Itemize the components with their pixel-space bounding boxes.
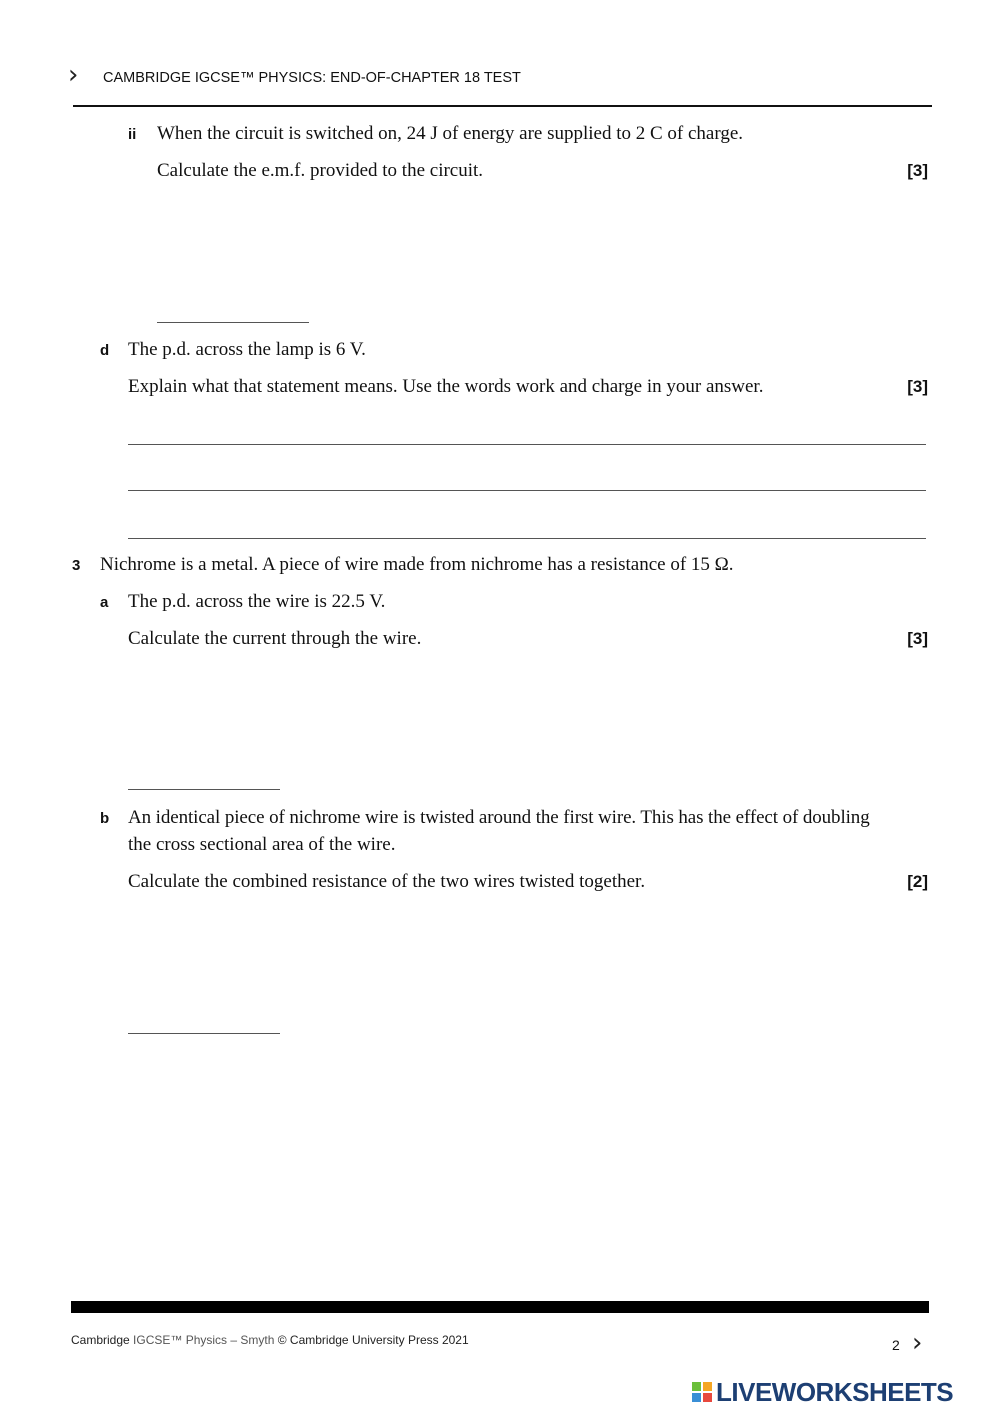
q3a-text: The p.d. across the wire is 22.5 V.	[128, 591, 386, 612]
footer-publisher-c: © Cambridge University Press 2021	[277, 1333, 469, 1347]
footer-publisher-b: IGCSE™ Physics – Smyth	[133, 1333, 278, 1347]
q3-stem: Nichrome is a metal. A piece of wire made from nichrome has a resistance of 15 Ω.	[100, 554, 734, 575]
footer-publisher-a: Cambridge	[71, 1333, 134, 1347]
q3a-label: a	[100, 594, 109, 611]
q2d-instruction: Explain what that statement means. Use the words work and charge in your answer.	[128, 376, 764, 397]
q3b-marks: [2]	[907, 872, 928, 891]
page-number: 2	[892, 1337, 900, 1353]
q2d-label: d	[100, 342, 110, 359]
q3b-answer-line[interactable]	[128, 1033, 280, 1034]
q2c-ii-answer-line[interactable]	[157, 322, 309, 323]
footer-bar	[71, 1301, 929, 1313]
q3-number: 3	[72, 557, 81, 574]
q3a-instruction: Calculate the current through the wire.	[128, 628, 422, 649]
q3a-marks: [3]	[907, 629, 928, 648]
q3b-text-line1: An identical piece of nichrome wire is twisted around the first wire. This has the effect of doubling	[128, 807, 870, 828]
header-title: CAMBRIDGE IGCSE™ PHYSICS: END-OF-CHAPTER 18 TEST	[103, 70, 521, 86]
liveworksheets-brand: LIVEWORKSHEETS	[716, 1377, 954, 1407]
q2d-answer-line-1[interactable]	[128, 444, 926, 445]
header-chevron-icon: ›	[68, 60, 79, 90]
q2d-text: The p.d. across the lamp is 6 V.	[128, 339, 366, 360]
liveworksheets-logo-icon	[692, 1382, 712, 1402]
q2c-ii-label: ii	[128, 126, 137, 143]
liveworksheets-logo[interactable]	[692, 1377, 953, 1407]
header-rule	[73, 105, 932, 107]
q3a-answer-line[interactable]	[128, 789, 280, 790]
q2d-marks: [3]	[907, 377, 928, 396]
q2c-ii-marks: [3]	[907, 161, 928, 180]
q3b-label: b	[100, 810, 110, 827]
next-page-chevron-icon[interactable]: ›	[912, 1328, 923, 1358]
q2d-answer-line-2[interactable]	[128, 490, 926, 491]
q2c-ii-instruction: Calculate the e.m.f. provided to the circuit.	[157, 160, 484, 181]
q3b-text-line2: the cross sectional area of the wire.	[128, 834, 396, 855]
q3b-instruction: Calculate the combined resistance of the two wires twisted together.	[128, 871, 646, 892]
footer-copyright	[71, 1332, 469, 1348]
q2c-ii-text: When the circuit is switched on, 24 J of energy are supplied to 2 C of charge.	[157, 123, 744, 144]
q2d-answer-line-3[interactable]	[128, 538, 926, 539]
